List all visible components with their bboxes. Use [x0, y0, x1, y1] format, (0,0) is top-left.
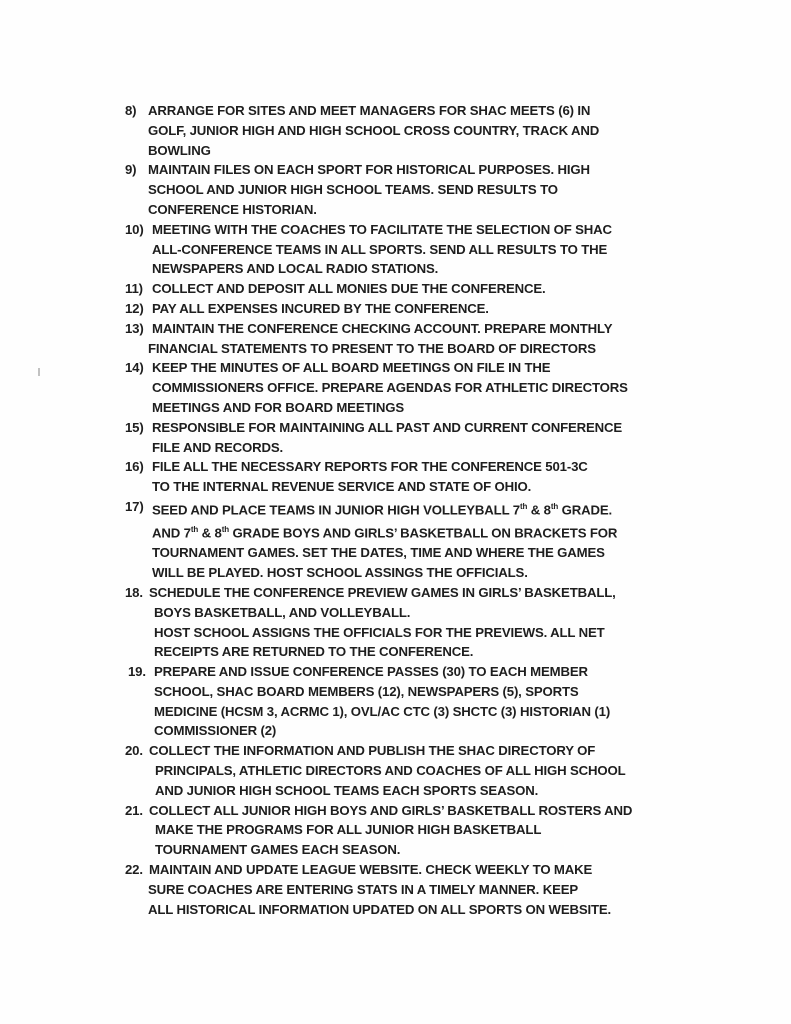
item-number: 8) [125, 103, 137, 118]
item-line: RESPONSIBLE FOR MAINTAINING ALL PAST AND CURRENT CONFERENCE [152, 419, 623, 435]
item-line: RECEIPTS ARE RETURNED TO THE CONFERENCE. [154, 644, 474, 660]
item-number: 12) [125, 300, 144, 316]
item-line: BOYS BASKETBALL, AND VOLLEYBALL. [154, 604, 411, 620]
item-line: FILE AND RECORDS. [152, 439, 284, 455]
item-number: 16) [125, 459, 144, 475]
item-number: 10) [125, 221, 144, 237]
list-item [122, 279, 642, 299]
item-line: TOURNAMENT GAMES EACH SEASON. [155, 842, 401, 858]
item-line: COLLECT AND DEPOSIT ALL MONIES DUE THE CONFERENCE. [152, 281, 546, 297]
item-line: TO THE INTERNAL REVENUE SERVICE AND STATE OF OHIO. [152, 479, 532, 495]
item-line: SCHEDULE THE CONFERENCE PREVIEW GAMES IN GIRLS’ BASKETBALL, [149, 584, 616, 600]
scan-artifact-mark [38, 368, 40, 376]
item-line: HOST SCHOOL ASSIGNS THE OFFICIALS FOR THE PREVIEWS. ALL NET [154, 624, 605, 640]
list-item [122, 418, 642, 458]
item-line: PREPARE AND ISSUE CONFERENCE PASSES (30) TO EACH MEMBER [154, 664, 588, 680]
duties-list [122, 101, 642, 919]
item-number: 21. [125, 802, 143, 818]
ordinal-suffix: th [190, 525, 199, 535]
item-line: AND JUNIOR HIGH SCHOOL TEAMS EACH SPORTS SEASON. [155, 782, 539, 798]
item-number: 19. [128, 664, 146, 680]
item-number: 15) [125, 419, 144, 435]
item-line: COLLECT THE INFORMATION AND PUBLISH THE SHAC DIRECTORY OF [149, 743, 596, 759]
list-item [122, 299, 642, 319]
item-number: 11) [125, 281, 143, 297]
ordinal-suffix: th [519, 501, 528, 511]
item-line: WILL BE PLAYED. HOST SCHOOL ASSINGS THE OFFICIALS. [152, 565, 528, 581]
item-line: MEETING WITH THE COACHES TO FACILITATE THE SELECTION OF SHAC [152, 221, 612, 237]
item-line: FINANCIAL STATEMENTS TO PRESENT TO THE BOARD OF DIRECTORS [148, 340, 596, 356]
list-item [122, 662, 642, 741]
item-number: 20. [125, 743, 143, 759]
item-line: COMMISSIONER (2) [154, 723, 277, 739]
item-line: MAINTAIN THE CONFERENCE CHECKING ACCOUNT. PREPARE MONTHLY [152, 320, 613, 336]
item-line: FILE ALL THE NECESSARY REPORTS FOR THE CONFERENCE 501-3C [152, 459, 588, 475]
item-line: BOWLING [148, 142, 211, 158]
item-line: NEWSPAPERS AND LOCAL RADIO STATIONS. [152, 261, 439, 277]
item-line: PAY ALL EXPENSES INCURED BY THE CONFERENCE. [152, 300, 489, 316]
item-line: SEED AND PLACE TEAMS IN JUNIOR HIGH VOLLEYBALL 7th & 8th GRADE. [152, 501, 612, 518]
list-item [122, 583, 642, 662]
list-item [122, 741, 642, 800]
item-line: MAKE THE PROGRAMS FOR ALL JUNIOR HIGH BASKETBALL [155, 822, 542, 838]
item-line: ALL HISTORICAL INFORMATION UPDATED ON ALL SPORTS ON WEBSITE. [148, 901, 612, 917]
item-line: SCHOOL, SHAC BOARD MEMBERS (12), NEWSPAPERS (5), SPORTS [154, 683, 579, 699]
item-number: 13) [125, 320, 144, 336]
list-item [122, 860, 642, 919]
list-item [122, 220, 642, 279]
ordinal-suffix: th [550, 501, 559, 511]
item-line: COLLECT ALL JUNIOR HIGH BOYS AND GIRLS’ BASKETBALL ROSTERS AND [149, 802, 633, 818]
item-number: 22. [125, 862, 143, 878]
ordinal-suffix: th [221, 525, 229, 535]
item-line: SCHOOL AND JUNIOR HIGH SCHOOL TEAMS. SEND RESULTS TO [148, 182, 558, 198]
list-item [122, 457, 642, 497]
list-item [122, 358, 642, 417]
item-line: MAINTAIN FILES ON EACH SPORT FOR HISTORICAL PURPOSES. HIGH [148, 162, 590, 178]
item-line: ARRANGE FOR SITES AND MEET MANAGERS FOR SHAC MEETS (6) IN [148, 103, 591, 118]
item-line: PRINCIPALS, ATHLETIC DIRECTORS AND COACHES OF ALL HIGH SCHOOL [155, 763, 626, 779]
list-item [122, 160, 642, 219]
list-item [122, 497, 642, 583]
item-line: MEETINGS AND FOR BOARD MEETINGS [152, 399, 405, 415]
item-line: SURE COACHES ARE ENTERING STATS IN A TIMELY MANNER. KEEP [148, 881, 579, 897]
list-item [122, 101, 642, 160]
item-number: 9) [125, 162, 137, 178]
item-line: AND 7th & 8th GRADE BOYS AND GIRLS’ BASKETBALL ON BRACKETS FOR [152, 525, 618, 541]
item-line: CONFERENCE HISTORIAN. [148, 201, 317, 217]
item-line: MEDICINE (HCSM 3, ACRMC 1), OVL/AC CTC (3) SHCTC (3) HISTORIAN (1) [154, 703, 611, 719]
item-line: COMMISSIONERS OFFICE. PREPARE AGENDAS FOR ATHLETIC DIRECTORS [152, 380, 628, 396]
item-line: MAINTAIN AND UPDATE LEAGUE WEBSITE. CHECK WEEKLY TO MAKE [149, 862, 593, 878]
list-item [122, 801, 642, 860]
item-number: 14) [125, 360, 144, 376]
item-number: 18. [125, 584, 143, 600]
list-item [122, 319, 642, 359]
item-line: GOLF, JUNIOR HIGH AND HIGH SCHOOL CROSS COUNTRY, TRACK AND [148, 122, 600, 138]
item-number: 17) [125, 498, 144, 514]
item-line: ALL-CONFERENCE TEAMS IN ALL SPORTS. SEND ALL RESULTS TO THE [152, 241, 608, 257]
item-line: TOURNAMENT GAMES. SET THE DATES, TIME AND WHERE THE GAMES [152, 545, 605, 561]
item-line: KEEP THE MINUTES OF ALL BOARD MEETINGS ON FILE IN THE [152, 360, 551, 376]
